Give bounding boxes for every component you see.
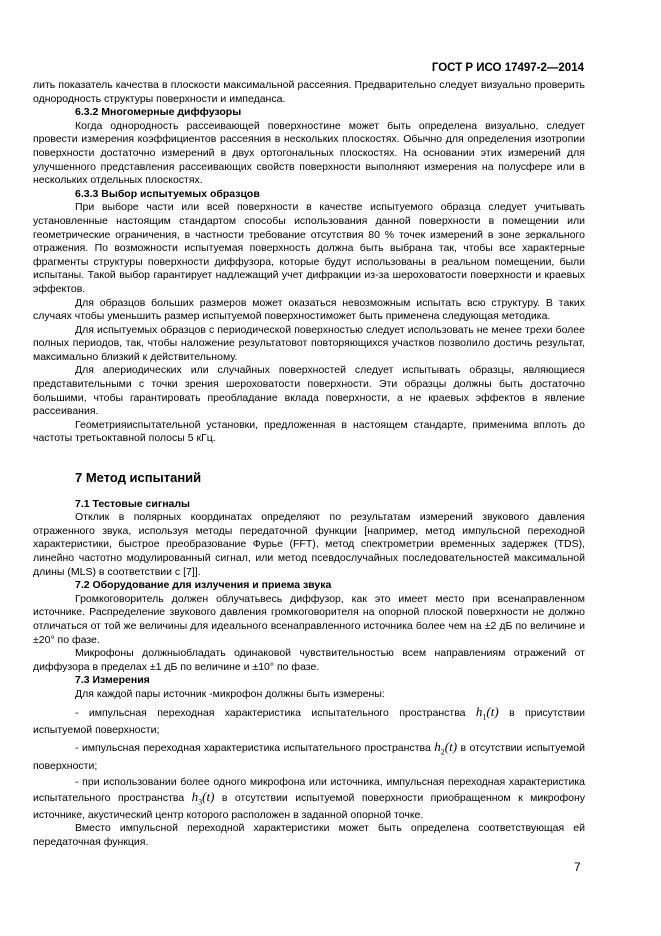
paragraph: Для каждой пары источник -микрофон должны быть измерены:	[75, 687, 385, 700]
paragraph: Громкоговоритель должен облучатьвесь диффузор, как это имеет место при всенаправленном источнике. Распределение звукового давления громкоговорителя на опорной плоской поверхности не должно отличаться от той же величины для идеального всенаправленного источника более чем на ±2 дБ по величине и ±20° по фазе.	[33, 592, 585, 646]
formula-h3: $h_3(t)$	[191, 788, 215, 807]
list-item-text: в отсутствии испытуемой поверхности приобращенном к микрофону источнике, акустический центр которого расположен в заданной опорной точке.	[33, 791, 585, 821]
section-heading-6-3-3: 6.3.3 Выбор испытуемых образцов	[75, 187, 260, 200]
section-heading-7-2: 7.2 Оборудование для излучения и приема звука	[75, 579, 332, 592]
paragraph: Геометрияиспытательной установки, предложенная в настоящем стандарте, применима вплоть до частоты третьоктавной полосы 5 кГц.	[33, 418, 585, 445]
formula-h2: $h_2(t)$	[434, 739, 458, 757]
list-item-text: - импульсная переходная характеристика испытательного пространства	[75, 742, 431, 755]
list-item	[33, 740, 585, 773]
list-item-text: - импульсная переходная характеристика испытательного пространства	[75, 706, 466, 719]
paragraph: Для испытуемых образцов с периодической поверхностью следует использовать не менее трехи более полных периодов, так, чтобы наложение результатовот повторяющихся участков позволило достичь результат, максимально близкий к действительному.	[33, 323, 585, 363]
chapter-heading-7: 7 Метод испытаний	[75, 470, 202, 486]
formula-h1: $h_1(t)$	[475, 703, 499, 722]
list-item-text: - при использовании более одного микрофона или источника, импульсная переходная характеристика испытательного пространства	[33, 776, 585, 804]
paragraph: Отклик в полярных координатах определяют по результатам измерений звукового давления отраженного звука, используя методы передаточной функции [например, метод импульсной переходной характеристики, быстрое преобразование Фурье (FFT), метод спектрометрии временных задержек (TDS), линейно частотно модулированный сигнал, или метод псевдослучайных последовательностей максимальной длины (MLS) в соответствии с [7]].	[33, 511, 585, 578]
section-heading-6-3-2: 6.3.2 Многомерные диффузоры	[75, 106, 242, 119]
paragraph: Для апериодических или случайных поверхностей следует испытывать образцы, являющиеся представительными с точки зрения шероховатости поверхности. Эти образцы должны быть достаточно большими, чтобы гарантировать преобладание вклада поверхности, а не краевых эффектов в явление рассеивания.	[33, 364, 585, 418]
paragraph: Когда однородность рассеивающей поверхностине может быть определена визуально, следует провести измерения коэффициентов рассеяния в нескольких плоскостях. Обычно для определения изотропии поверхности достаточно измерений в двух ортогональных плоскостях. На основании этих измерений для улучшенного представления рассеивающих свойств поверхности выполняют измерения на полусфере или в нескольких отдельных плоскостях.	[33, 119, 585, 187]
paragraph: лить показатель качества в плоскости максимальной рассеяния. Предварительно следует визуально проверить однородность структуры поверхности и импеданса.	[33, 79, 585, 105]
paragraph: Вместо импульсной переходной характеристики может быть определена соответствующая ей передаточная функция.	[33, 822, 585, 849]
page-number: 7	[574, 860, 581, 874]
list-item	[33, 776, 585, 822]
list-item-text: в присутствии испытуемой поверхности;	[33, 706, 585, 736]
running-header: ГОСТ Р ИСО 17497-2—2014	[431, 62, 584, 74]
section-heading-7-1: 7.1 Тестовые сигналы	[75, 497, 191, 510]
paragraph: Для образцов больших размеров может оказаться невозможным испытать всю структуру. В таких случаях чтобы уменьшить размер испытуемой поверхностиможет быть применена следующая методика.	[33, 296, 585, 323]
page-body	[33, 79, 585, 850]
section-heading-7-3: 7.3 Измерения	[75, 674, 150, 687]
paragraph: Микрофоны должныобладать одинаковой чувствительностью всем направлениям отражений от диффузора в пределах ±1 дБ по величине и ±10° по фазе.	[33, 647, 585, 673]
paragraph: При выборе части или всей поверхности в качестве испытуемого образца следует учитывать установленные настоящим стандартом способы использования данной поверхности в помещении или геометрические ограничения, в частности требование отсутствия 80 % точек измерений в зоне зеркального отражения. По возможности испытуемая поверхность должна быть выбрана так, чтобы все характерные фрагменты структуры поверхности диффузора, которые будут использованы в реальном помещении, были испытаны. Такой выбор гарантирует надлежащий учет дифракции из-за шероховатости поверхности и краевых эффектов.	[33, 201, 585, 295]
list-item-text: в отсутствии испытуемой поверхности;	[33, 742, 585, 772]
list-item	[33, 705, 585, 738]
